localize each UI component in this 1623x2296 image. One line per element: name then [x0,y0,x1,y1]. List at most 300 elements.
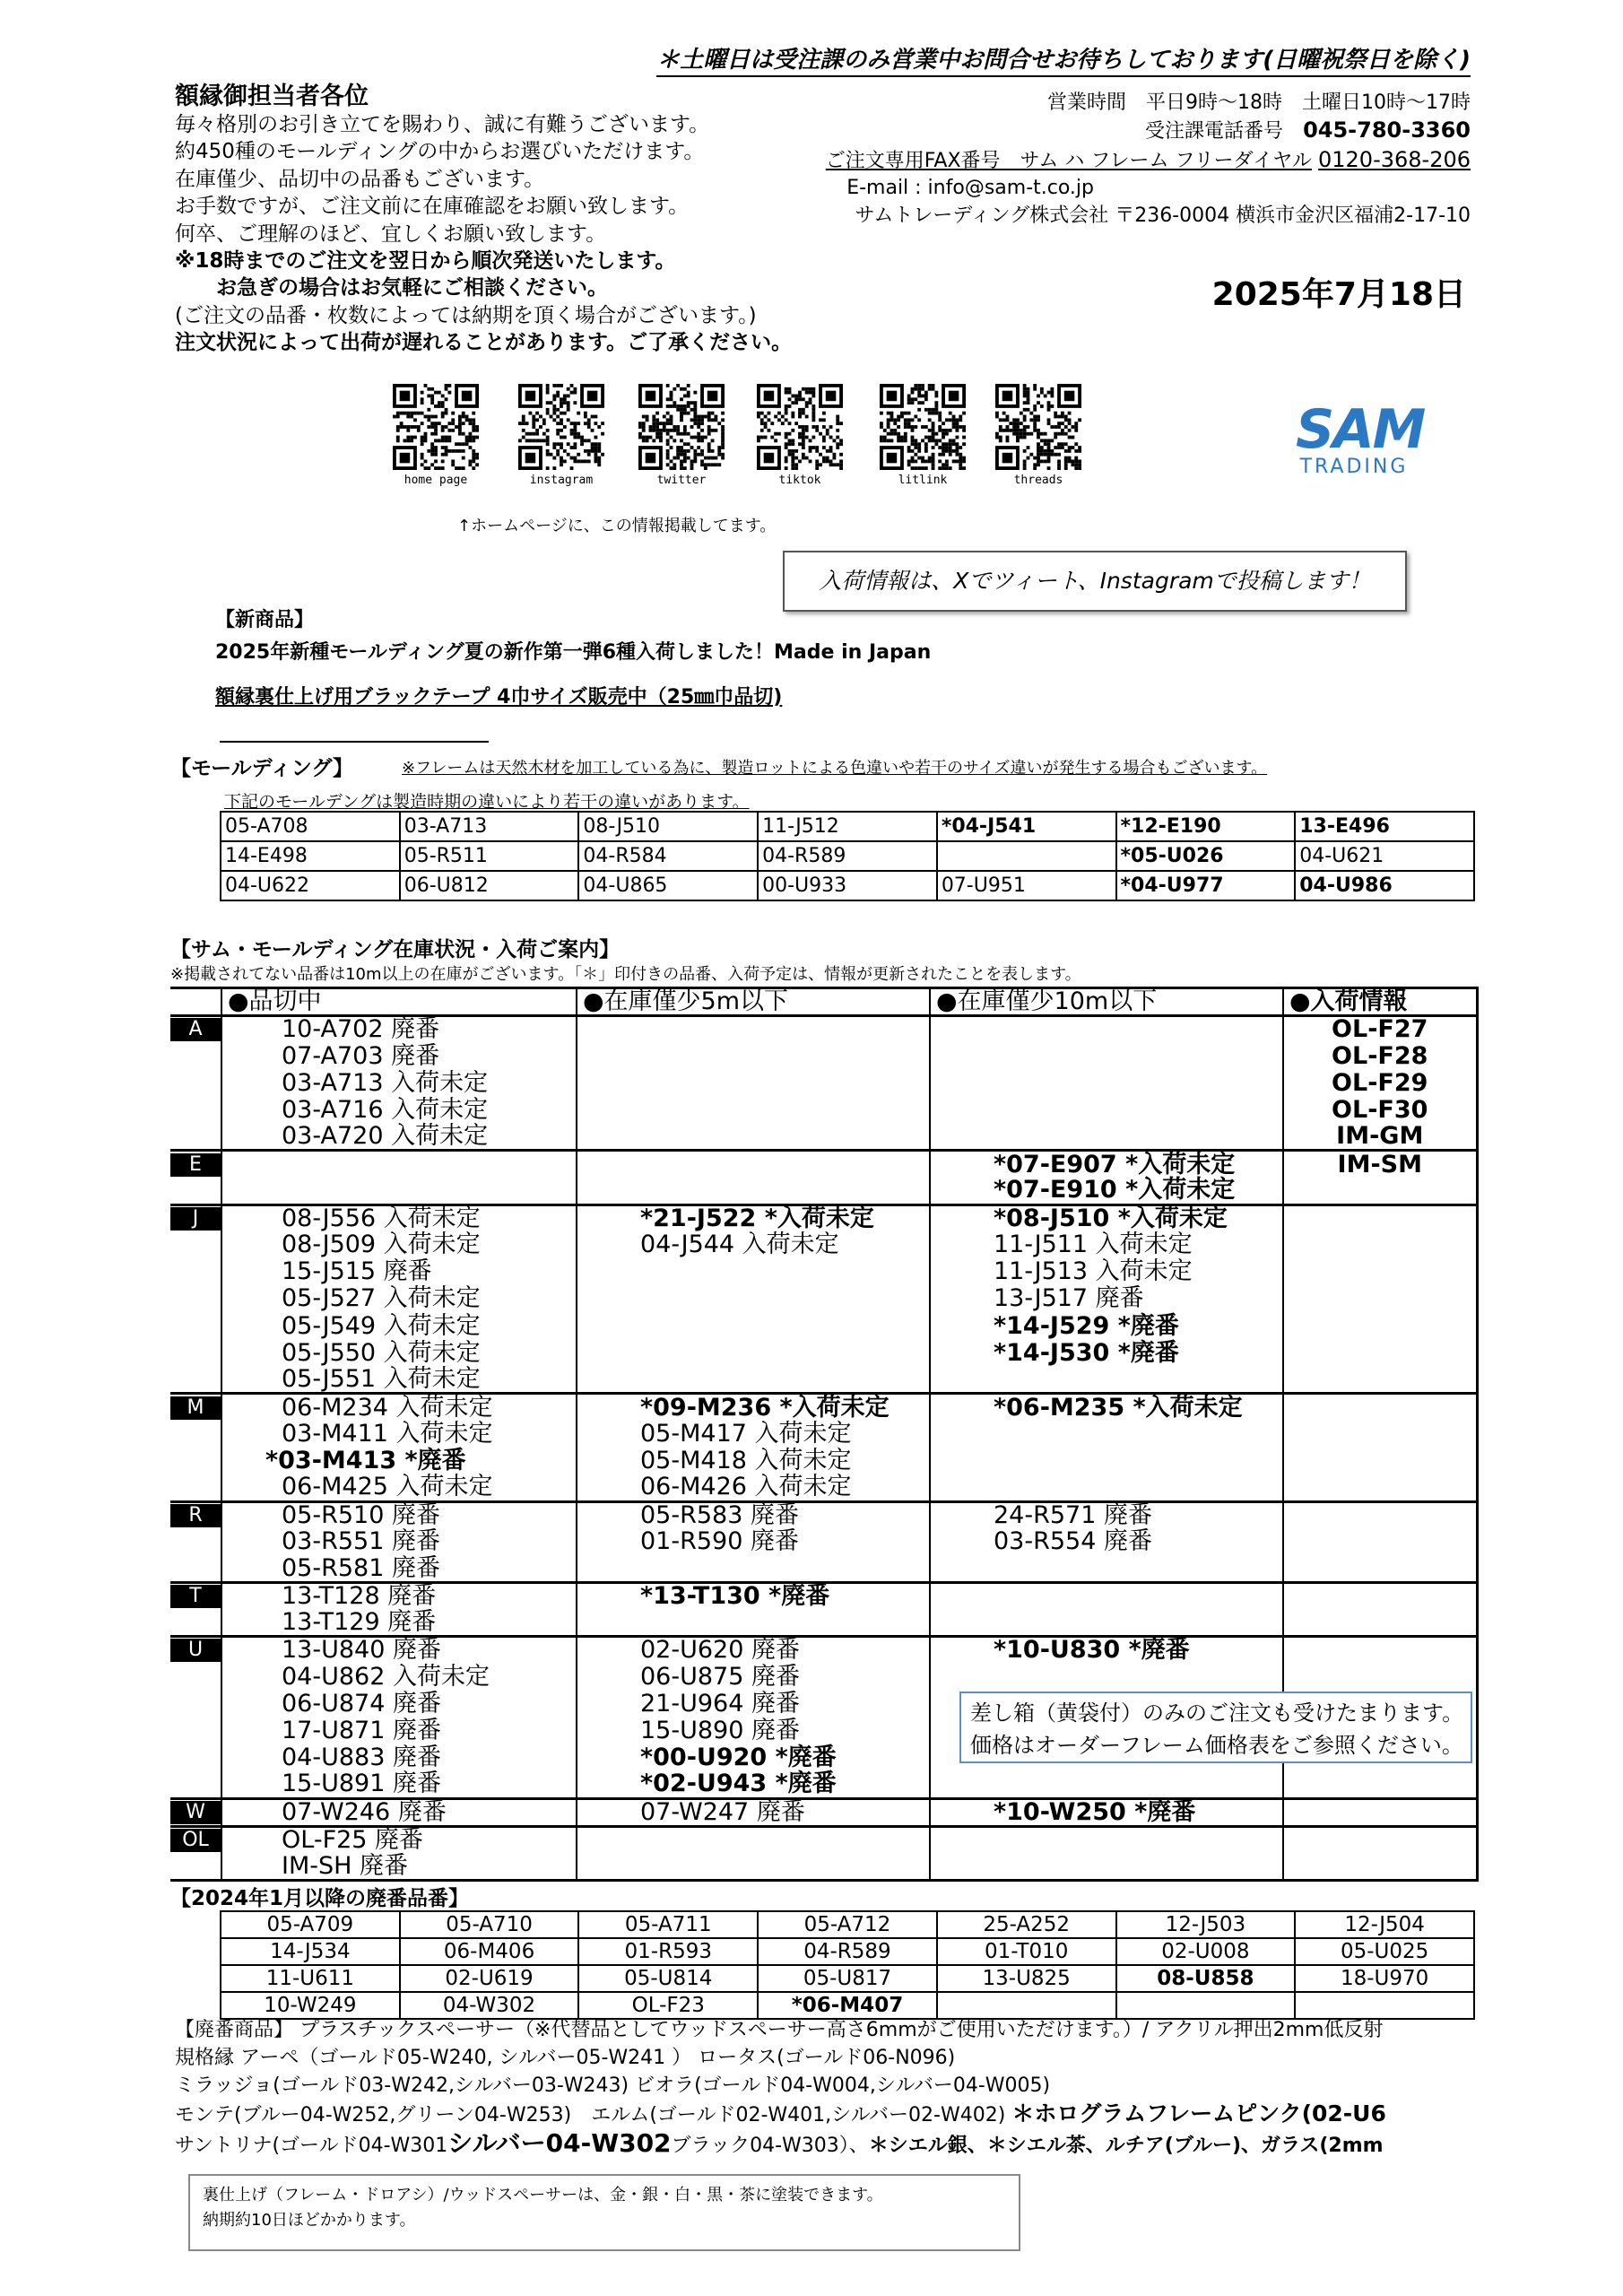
stock-cell [221,1178,577,1205]
stock-cell [577,1367,930,1394]
stock-cell: 07-A703 廃番 [221,1043,577,1070]
section-label [170,1097,221,1124]
stock-cell [930,1016,1283,1043]
section-label [170,1285,221,1312]
section-spacer [170,988,221,1016]
stock-cell: OL-F25 廃番 [221,1826,577,1853]
section-label [170,1205,221,1231]
table-cell: *06-M407 [758,1992,937,2019]
table-row [170,1124,1477,1151]
stock-cell [577,1258,930,1285]
stock-cell: IM-SH 廃番 [221,1853,577,1880]
qr-code-icon [518,384,604,470]
table-cell [937,1992,1116,2019]
section-label [170,1151,221,1178]
stock-cell: 04-U862 入荷未定 [221,1664,577,1691]
greeting-line: 何卒、ご理解のほど、宜しくお願い致します。 [175,222,607,246]
table-cell: 02-U619 [400,1965,579,1992]
stock-cell [221,1151,577,1178]
stock-cell: *07-E907 *入荷未定 [930,1151,1283,1178]
new-products-line: 2025年新種モールディング夏の新作第一弾6種入荷しました！Made in Japan [215,641,932,664]
table-row [170,1798,1477,1826]
table-cell: *05-U026 [1116,841,1296,871]
table-cell: 05-A711 [578,1911,758,1938]
stock-cell [930,1421,1283,1448]
stock-cell: 15-J515 廃番 [221,1258,577,1285]
stock-cell: 13-T129 廃番 [221,1610,577,1637]
table-row [170,1610,1477,1637]
table-cell: 05-A708 [221,812,400,841]
stock-cell: OL-F29 [1283,1070,1477,1097]
saturday-notice: ＊土曜日は受注課のみ営業中お問合せお待ちしております(日曜祝祭日を除く) [656,45,1471,77]
stock-cell: *13-T130 *廃番 [577,1582,930,1609]
table-cell: 05-U814 [578,1965,758,1992]
section-label [170,1718,221,1744]
table-row [170,1474,1477,1501]
table-row [170,1258,1477,1285]
section-badge: R [170,1504,221,1527]
section-label [170,1582,221,1609]
table-row [221,1992,1474,2019]
stock-cell: 02-U620 廃番 [577,1637,930,1664]
email-line[interactable]: E-mail : info@sam-t.co.jp [846,177,1094,200]
tel-line [826,117,1471,145]
table-cell: 10-W249 [221,1992,400,2019]
stock-cell: 03-A716 入荷未定 [221,1097,577,1124]
table-cell: 08-J510 [578,812,758,841]
logo-subtext: TRADING [1299,456,1409,478]
table-cell: 25-A252 [937,1911,1116,1938]
stock-header-row [170,988,1477,1016]
table-row [221,1938,1474,1965]
stock-cell: IM-GM [1283,1124,1477,1151]
column-header: ●入荷情報 [1283,988,1477,1016]
section-label [170,1744,221,1771]
stock-cell [1283,1367,1477,1394]
qr-label: home page [404,474,468,487]
section-label [170,1043,221,1070]
stock-cell [1283,1231,1477,1258]
stock-cell: 01-R590 廃番 [577,1528,930,1555]
stock-cell: 05-J527 入荷未定 [221,1285,577,1312]
table-cell: 04-R589 [758,1938,937,1965]
table-row [170,1448,1477,1474]
section-badge: T [170,1585,221,1608]
table-row [221,812,1474,841]
table-cell: 12-J504 [1295,1911,1474,1938]
table-cell: 07-U951 [937,871,1116,900]
table-cell: 04-W302 [400,1992,579,2019]
table-row [170,1853,1477,1880]
note-line: 納期約10日ほどかかります。 [203,2211,416,2230]
qr-label: instagram [529,474,594,487]
black-tape-line: 額縁裏仕上げ用ブラックテープ 4巾サイズ販売中（25㎜巾品切) [215,686,783,709]
stock-cell: 03-A720 入荷未定 [221,1124,577,1151]
greeting-title: 額縁御担当者各位 [175,83,369,110]
stock-cell: 06-M234 入荷未定 [221,1394,577,1421]
stock-cell: 03-R554 廃番 [930,1528,1283,1555]
table-cell: 01-R593 [578,1938,758,1965]
delivery-notice: (ご注文の品番・枚数によっては納期を頂く場合がございます。) [175,303,757,327]
section-label [170,1691,221,1718]
stock-cell [930,1043,1283,1070]
table-row [170,1340,1477,1367]
stock-cell [577,1097,930,1124]
coating-note-box [188,2174,1020,2251]
stock-cell: 05-R581 廃番 [221,1555,577,1582]
section-label [170,1313,221,1340]
table-row [170,1151,1477,1178]
stock-cell [1283,1340,1477,1367]
table-cell: 13-U825 [937,1965,1116,1992]
table-cell: 05-A709 [221,1911,400,1938]
tel-number[interactable]: 045-780-3360 [1303,117,1471,144]
stock-cell: *03-M413 *廃番 [221,1448,577,1474]
section-badge: J [170,1207,221,1231]
stock-cell: 03-R551 廃番 [221,1528,577,1555]
section-label [170,1016,221,1043]
stock-cell: *10-W250 *廃番 [930,1798,1283,1826]
stock-cell [1283,1798,1477,1826]
table-row [170,1421,1477,1448]
table-row [170,1771,1477,1798]
table-row [221,1911,1474,1938]
section-badge: U [170,1639,221,1662]
discontinued-line [175,2129,1386,2160]
table-cell: *04-J541 [937,812,1116,841]
table-cell: 06-U812 [400,871,579,900]
stock-cell [577,1124,930,1151]
stock-cell [1283,1582,1477,1609]
table-cell: 06-M406 [400,1938,579,1965]
stock-cell: *07-E910 *入荷未定 [930,1178,1283,1205]
stock-cell [930,1771,1283,1798]
moulding-note2: 下記のモールデングは製造時期の違いにより若干の違いがあります。 [224,792,750,812]
table-cell: 11-J512 [758,812,937,841]
new-products [215,604,931,714]
stock-cell [577,1340,930,1367]
qr-homepage[interactable] [389,384,482,487]
stock-cell [1283,1501,1477,1528]
stock-cell [577,1178,930,1205]
note-line: 価格はオーダーフレーム価格表をご参照ください。 [970,1733,1463,1758]
table-cell: 04-R589 [758,841,937,871]
stock-cell [930,1853,1283,1880]
stock-cell: *00-U920 *廃番 [577,1744,930,1771]
discontinued-line: 【廃番商品】 プラスチックスペーサー（※代替品としてウッドスペーサー高さ6mmがご使用いただけます。）/ アクリル押出2mm低反射 [175,2019,1384,2041]
qr-code-icon [638,384,725,470]
table-row [170,1097,1477,1124]
table-row [170,1285,1477,1312]
table-cell: 04-R584 [578,841,758,871]
stock-cell [1283,1528,1477,1555]
table-cell: 12-J503 [1116,1911,1296,1938]
section-label [170,1771,221,1798]
stock-cell: 06-M426 入荷未定 [577,1474,930,1501]
greeting-line: お手数ですが、ご注文前に在庫確認をお願い致します。 [175,195,690,219]
stock-cell [930,1555,1283,1582]
stock-cell [577,1826,930,1853]
table-cell: 04-U865 [578,871,758,900]
stock-cell: 04-J544 入荷未定 [577,1231,930,1258]
qr-instagram[interactable] [515,384,608,487]
stock-cell [577,1313,930,1340]
new-products-title: 【新商品】 [215,609,315,631]
stock-cell: *02-U943 *廃番 [577,1771,930,1798]
stock-cell [1283,1826,1477,1853]
qr-label: threads [1013,474,1063,487]
stock-cell: 06-U875 廃番 [577,1664,930,1691]
discontinued-text: モンテ(ブルー04-W252,グリーン04-W253) エルム(ゴールド02-W401,シルバー02-W402) [175,2104,1006,2126]
stock-cell: 04-U883 廃番 [221,1744,577,1771]
qr-threads[interactable] [992,384,1085,487]
stock-cell: *14-J529 *廃番 [930,1313,1283,1340]
contact-block [826,90,1471,230]
company-address: サムトレーディング株式会社 〒236-0004 横浜市金沢区福浦2-17-10 [855,204,1471,227]
stock-cell: 05-R510 廃番 [221,1501,577,1528]
stock-cell: 10-A702 廃番 [221,1016,577,1043]
table-row [170,1231,1477,1258]
section-label [170,1231,221,1258]
stock-cell [577,1070,930,1097]
table-row [170,1555,1477,1582]
stock-cell: 24-R571 廃番 [930,1501,1283,1528]
section-label [170,1340,221,1367]
section-label [170,1474,221,1501]
stock-cell [577,1610,930,1637]
stock-cell: 07-W246 廃番 [221,1798,577,1826]
sns-info-box: 入荷情報は、Xでツィート、Instagramで投稿します！ [783,551,1407,612]
stock-cell: *08-J510 *入荷未定 [930,1205,1283,1231]
stock-cell [930,1070,1283,1097]
stock-cell [1283,1555,1477,1582]
stock-cell [577,1043,930,1070]
column-header: ●在庫僅少10m以下 [930,988,1283,1016]
greeting-line: 約450種のモールディングの中からお選びいただけます。 [175,140,705,164]
stock-title: 【サム・モールディング在庫状況・入荷ご案内】 [170,938,621,961]
table-row [170,1313,1477,1340]
table-row [170,1205,1477,1231]
stock-cell: 11-J511 入荷未定 [930,1231,1283,1258]
stock-cell: 06-U874 廃番 [221,1691,577,1718]
table-cell: 14-E498 [221,841,400,871]
table-cell: 05-R511 [400,841,579,871]
stock-cell [1283,1313,1477,1340]
table-cell: 05-U817 [758,1965,937,1992]
table-row [170,1043,1477,1070]
stock-cell: 07-W247 廃番 [577,1798,930,1826]
column-header: ●品切中 [221,988,577,1016]
stock-cell [577,1853,930,1880]
moulding-title: 【モールディング】 [170,757,354,780]
section-label [170,1798,221,1826]
stock-cell [1283,1421,1477,1448]
stock-cell [1283,1285,1477,1312]
stock-cell [930,1610,1283,1637]
discontinued-line: ミラッジョ(ゴールド03-W242,シルバー03-W243) ビオラ(ゴールド04-W004,シルバー04-W005) [175,2074,1051,2097]
stock-cell: 21-U964 廃番 [577,1691,930,1718]
table-cell: *04-U977 [1116,871,1296,900]
stock-cell [577,1555,930,1582]
stock-cell: OL-F30 [1283,1097,1477,1124]
stock-cell [577,1016,930,1043]
table-cell: 11-U611 [221,1965,400,1992]
moulding-table [220,811,1475,901]
table-cell: 04-U622 [221,871,400,900]
stock-cell: 03-M411 入荷未定 [221,1421,577,1448]
consult-notice: お急ぎの場合はお気軽にご相談ください。 [216,276,608,300]
table-row [221,1965,1474,1992]
stock-cell [1283,1664,1477,1691]
stock-cell: *06-M235 *入荷未定 [930,1394,1283,1421]
abolished-title: 【2024年1月以降の廃番品番】 [170,1887,470,1910]
section-label [170,1421,221,1448]
table-cell [937,841,1116,871]
logo-mark: SAM [1296,398,1425,461]
table-row [221,841,1474,871]
discontinued-text: サントリナ(ゴールド04-W301 [175,2135,448,2157]
section-label [170,1448,221,1474]
table-cell: 05-U025 [1295,1938,1474,1965]
moulding-note: ※フレームは天然木材を加工している為に、製造ロットによる色違いや若干のサイズ違いが発生する場合もございます。 [402,759,1268,778]
table-row [221,871,1474,900]
stock-cell [930,1474,1283,1501]
section-label [170,1394,221,1421]
table-cell: 03-A713 [400,812,579,841]
stock-cell [1283,1610,1477,1637]
table-cell: 01-T010 [937,1938,1116,1965]
stock-cell: 13-U840 廃番 [221,1637,577,1664]
table-cell: 14-J534 [221,1938,400,1965]
table-row [170,1178,1477,1205]
stock-cell [930,1124,1283,1151]
table-row [170,1501,1477,1528]
stock-cell [930,1367,1283,1394]
ciel-items: ＊シエル銀、＊シエル茶、ルチア(ブルー)、ガラス(2mm [868,2135,1384,2157]
table-row [170,1582,1477,1609]
table-row [170,1637,1477,1664]
stock-cell: IM-SM [1283,1151,1477,1178]
table-cell: 08-U858 [1116,1965,1296,1992]
stock-cell: 05-R583 廃番 [577,1501,930,1528]
stock-cell: 08-J556 入荷未定 [221,1205,577,1231]
sam-trading-logo [1296,398,1425,478]
qr-code-icon [880,384,966,470]
stock-cell [930,1582,1283,1609]
section-label [170,1853,221,1880]
table-cell: 05-A710 [400,1911,579,1938]
tel-label: 受注課電話番号 [1145,120,1284,144]
note-line: 裏仕上げ（フレーム・ドロアシ）/ウッドスペーサーは、金・銀・白・黒・茶に塗装できます。 [203,2186,883,2205]
table-row [170,1664,1477,1691]
fax-number[interactable]: 0120-368-206 [1317,146,1471,172]
table-row [170,1394,1477,1421]
hologram-frame: ＊ホログラムフレームピンク(02-U6 [1011,2100,1386,2126]
shipping-notice: ※18時までのご注文を翌日から順次発送いたします。 [175,249,676,274]
qr-litlink[interactable] [876,384,969,487]
stock-cell: 13-T128 廃番 [221,1582,577,1609]
stock-cell [1283,1474,1477,1501]
stock-cell [930,1097,1283,1124]
stock-cell [1283,1771,1477,1798]
sashi-box-note [959,1692,1472,1763]
section-label [170,1610,221,1637]
stock-cell [1283,1853,1477,1880]
stock-cell: 03-A713 入荷未定 [221,1070,577,1097]
section-label [170,1070,221,1097]
silver-code: シルバー04-W302 [447,2128,672,2158]
stock-cell: 11-J513 入荷未定 [930,1258,1283,1285]
discontinued-text: ブラック04-W303）、 [671,2135,869,2157]
stock-cell: 05-J551 入荷未定 [221,1367,577,1394]
fax-line [826,146,1471,175]
qr-label: twitter [656,474,707,487]
section-label [170,1178,221,1205]
qr-tiktok[interactable] [753,384,846,487]
table-cell: 00-U933 [758,871,937,900]
issue-date: 2025年7月18日 [1211,276,1466,313]
section-label [170,1258,221,1285]
qr-code-icon [995,384,1081,470]
qr-label: tiktok [778,474,821,487]
stock-cell: 13-J517 廃番 [930,1285,1283,1312]
table-row [170,1367,1477,1394]
table-cell: 05-A712 [758,1911,937,1938]
stock-cell: 08-J509 入荷未定 [221,1231,577,1258]
section-label [170,1501,221,1528]
table-cell: 04-U986 [1295,871,1474,900]
stock-cell: *10-U830 *廃番 [930,1637,1283,1664]
delay-notice: 注文状況によって出荷が遅れることがあります。ご了承ください。 [175,331,793,355]
section-badge: A [170,1018,221,1041]
stock-cell: *09-M236 *入荷未定 [577,1394,930,1421]
stock-cell: 05-J550 入荷未定 [221,1340,577,1367]
column-header: ●在庫僅少5m以下 [577,988,930,1016]
stock-cell: *21-J522 *入荷未定 [577,1205,930,1231]
table-cell: 02-U008 [1116,1938,1296,1965]
greeting-block [175,83,792,357]
qr-code-icon [393,384,479,470]
stock-cell [930,1826,1283,1853]
qr-twitter[interactable] [635,384,728,487]
discontinued-block [175,2016,1386,2160]
stock-cell: 05-M418 入荷未定 [577,1448,930,1474]
section-label [170,1664,221,1691]
stock-cell [1283,1448,1477,1474]
stock-cell [1283,1178,1477,1205]
table-row [170,1016,1477,1043]
stock-cell [930,1448,1283,1474]
table-cell: *12-E190 [1116,812,1296,841]
section-badge: M [170,1396,221,1420]
qr-code-icon [757,384,843,470]
section-badge: OL [170,1829,221,1852]
table-cell: 13-E496 [1295,812,1474,841]
stock-cell: 15-U891 廃番 [221,1771,577,1798]
note-line: 差し箱（黄袋付）のみのご注文も受けたまります。 [970,1700,1464,1726]
stock-cell [577,1151,930,1178]
table-cell [1295,1992,1474,2019]
section-label [170,1826,221,1853]
stock-cell: OL-F28 [1283,1043,1477,1070]
table-cell: 18-U970 [1295,1965,1474,1992]
stock-cell: *14-J530 *廃番 [930,1340,1283,1367]
stock-cell [1283,1637,1477,1664]
business-hours: 営業時間 平日9時～18時 土曜日10時～17時 [1047,91,1471,114]
stock-cell: 05-J549 入荷未定 [221,1313,577,1340]
stock-cell [1283,1258,1477,1285]
stock-cell [1283,1205,1477,1231]
